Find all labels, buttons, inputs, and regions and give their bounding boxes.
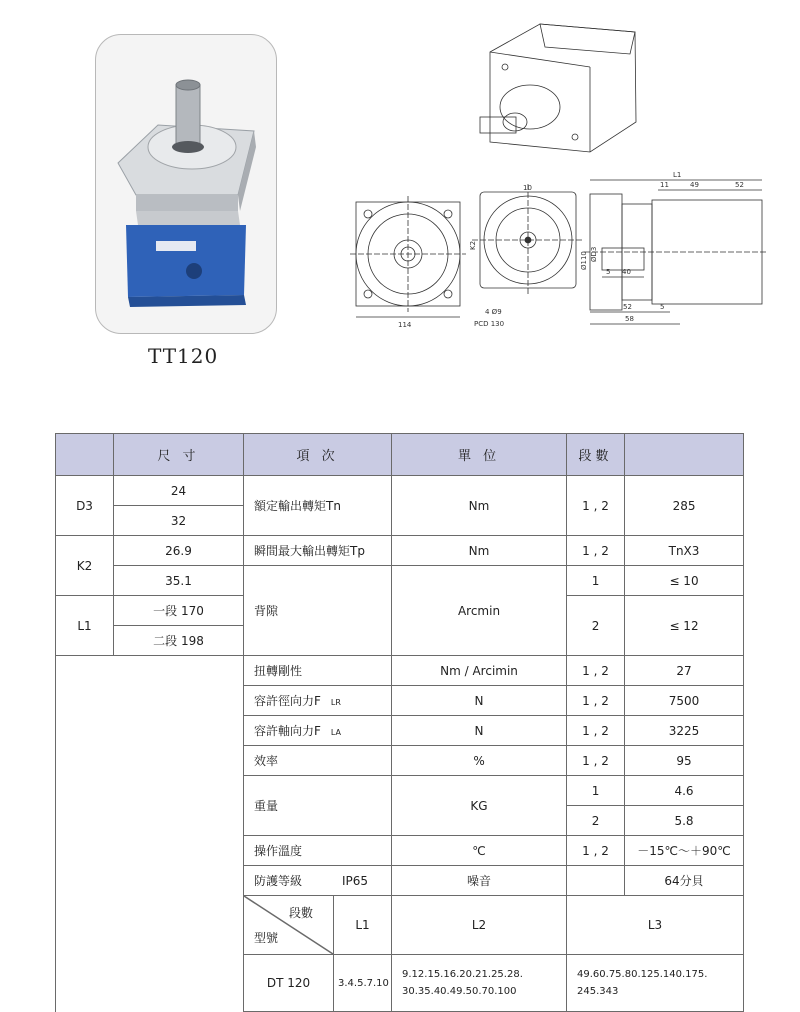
stage-cell: 1 (567, 776, 625, 806)
stage-cell: 1 (567, 566, 625, 596)
value-cell: 5.8 (625, 806, 744, 836)
protection-cell: 防護等級 IP65 (244, 866, 392, 896)
value-cell: 7500 (625, 686, 744, 716)
unit-cell: % (392, 746, 567, 776)
value-cell: －15℃～＋90℃ (625, 836, 744, 866)
blank-cell (56, 656, 244, 1012)
table-row (56, 536, 744, 566)
header-value (625, 434, 744, 476)
table-row (56, 656, 744, 686)
unit-cell: Nm (392, 476, 567, 536)
dim-value: 26.9 (114, 536, 244, 566)
item-label: 額定輸出轉矩Tn (244, 476, 392, 536)
unit-cell: Arcmin (392, 566, 567, 656)
svg-text:4 Ø9: 4 Ø9 (485, 308, 502, 316)
svg-text:11: 11 (660, 181, 669, 189)
header-unit: 單 位 (392, 434, 567, 476)
dim-value: 32 (114, 506, 244, 536)
ratio-model: DT 120 (244, 955, 334, 1012)
value-cell: 4.6 (625, 776, 744, 806)
ratio-header-l1: L1 (334, 896, 392, 955)
value-cell: 285 (625, 476, 744, 536)
svg-text:ØD3: ØD3 (590, 246, 598, 262)
svg-text:49: 49 (690, 181, 699, 189)
ratio-header-l2: L2 (392, 896, 567, 955)
svg-text:10: 10 (523, 184, 532, 192)
noise-label: 噪音 (392, 866, 567, 896)
value-cell: ≤ 12 (625, 596, 744, 656)
unit-cell: N (392, 716, 567, 746)
isometric-view (480, 24, 636, 152)
technical-drawing (340, 12, 770, 337)
item-label: 效率 (244, 746, 392, 776)
value-cell: 27 (625, 656, 744, 686)
spec-table (55, 433, 744, 1012)
header-item: 項 次 (244, 434, 392, 476)
value-cell: 95 (625, 746, 744, 776)
product-photo (95, 34, 277, 334)
ratio-l1: 3.4.5.7.10 (334, 955, 392, 1012)
svg-text:L1: L1 (673, 171, 682, 179)
dim-name: L1 (56, 596, 114, 656)
dim-value: 35.1 (114, 566, 244, 596)
svg-text:5: 5 (660, 303, 665, 311)
svg-text:52: 52 (735, 181, 744, 189)
svg-text:52: 52 (623, 303, 632, 311)
svg-text:40: 40 (622, 268, 631, 276)
item-label: 重量 (244, 776, 392, 836)
stage-cell: 1 , 2 (567, 476, 625, 536)
noise-value: 64分貝 (625, 866, 744, 896)
model-name: TT120 (148, 344, 219, 368)
svg-text:Ø110: Ø110 (580, 251, 588, 270)
svg-text:58: 58 (625, 315, 634, 323)
item-label: 操作溫度 (244, 836, 392, 866)
unit-cell: Nm (392, 536, 567, 566)
ratio-l2: 9.12.15.16.20.21.25.28. 30.35.40.49.50.70.100 (392, 955, 567, 1012)
item-label: 扭轉剛性 (244, 656, 392, 686)
unit-cell: KG (392, 776, 567, 836)
item-label: 容許軸向力F LA (244, 716, 392, 746)
svg-text:PCD 130: PCD 130 (474, 320, 505, 328)
dim-value: 24 (114, 476, 244, 506)
table-header-row (56, 434, 744, 476)
noise-blank (567, 866, 625, 896)
dim-value: 一段 170 (114, 596, 244, 626)
dim-value: 二段 198 (114, 626, 244, 656)
shaft-end-view (472, 184, 584, 296)
dim-name: D3 (56, 476, 114, 536)
stage-cell: 1 , 2 (567, 716, 625, 746)
value-cell: 3225 (625, 716, 744, 746)
table-row (56, 566, 744, 596)
unit-cell: N (392, 686, 567, 716)
dim-name: K2 (56, 536, 114, 596)
stage-cell: 2 (567, 806, 625, 836)
front-view (350, 196, 466, 317)
stage-cell: 2 (567, 596, 625, 656)
header-blank (56, 434, 114, 476)
stage-model-header: 段數 型號 (244, 896, 334, 955)
value-cell: ≤ 10 (625, 566, 744, 596)
stage-cell: 1 , 2 (567, 686, 625, 716)
svg-text:114: 114 (398, 321, 412, 329)
item-label: 瞬間最大輸出轉矩Tp (244, 536, 392, 566)
item-label: 背隙 (244, 566, 392, 656)
table-row (56, 476, 744, 506)
value-cell: TnX3 (625, 536, 744, 566)
header-size: 尺 寸 (114, 434, 244, 476)
unit-cell: Nm / Arcimin (392, 656, 567, 686)
ratio-l3: 49.60.75.80.125.140.175. 245.343 (567, 955, 744, 1012)
stage-cell: 1 , 2 (567, 656, 625, 686)
svg-text:K2: K2 (469, 240, 477, 250)
stage-cell: 1 , 2 (567, 746, 625, 776)
svg-text:5: 5 (606, 268, 611, 276)
stage-cell: 1 , 2 (567, 836, 625, 866)
side-view (584, 180, 768, 324)
unit-cell: ℃ (392, 836, 567, 866)
header-stage: 段數 (567, 434, 625, 476)
ratio-header-l3: L3 (567, 896, 744, 955)
item-label: 容許徑向力F LR (244, 686, 392, 716)
stage-cell: 1 , 2 (567, 536, 625, 566)
